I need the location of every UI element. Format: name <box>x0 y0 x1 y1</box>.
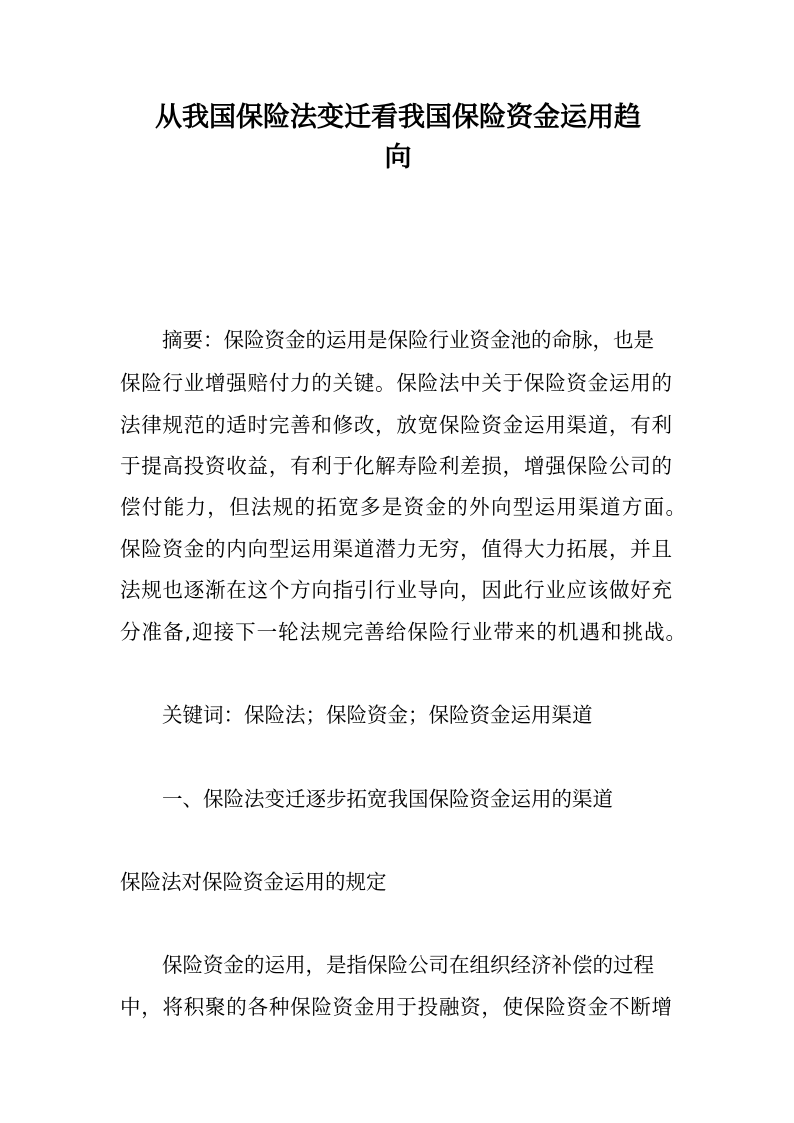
title-line-2: 向 <box>384 142 412 173</box>
body-line-1: 保险资金的运用，是指保险公司在组织经济补偿的过程 <box>162 953 654 977</box>
abstract-line-3: 法律规范的适时完善和修改，放宽保险资金运用渠道，有利 <box>120 413 672 437</box>
abstract-line-8: 分准备,迎接下一轮法规完善给保险行业带来的机遇和挑战。 <box>120 620 686 644</box>
title-line-1: 从我国保险法变迁看我国保险资金运用趋 <box>155 102 641 133</box>
section-heading: 一、保险法变迁逐步拓宽我国保险资金运用的渠道 <box>162 787 613 811</box>
abstract-line-4: 于提高投资收益，有利于化解寿险利差损，增强保险公司的 <box>120 454 672 478</box>
abstract-line-5: 偿付能力，但法规的拓宽多是资金的外向型运用渠道方面。 <box>120 495 686 519</box>
document-title <box>120 98 676 178</box>
keywords: 关键词：保险法；保险资金；保险资金运用渠道 <box>162 703 593 727</box>
abstract-line-2: 保险行业增强赔付力的关键。保险法中关于保险资金运用的 <box>120 371 672 395</box>
abstract-line-1: 摘要：保险资金的运用是保险行业资金池的命脉，也是 <box>162 328 654 352</box>
abstract-line-7: 法规也逐渐在这个方向指引行业导向，因此行业应该做好充 <box>120 578 672 602</box>
subheading: 保险法对保险资金运用的规定 <box>120 870 387 894</box>
abstract-line-6: 保险资金的内向型运用渠道潜力无穷，值得大力拓展，并且 <box>120 537 672 561</box>
body-line-2: 中，将积聚的各种保险资金用于投融资，使保险资金不断增 <box>120 995 672 1019</box>
